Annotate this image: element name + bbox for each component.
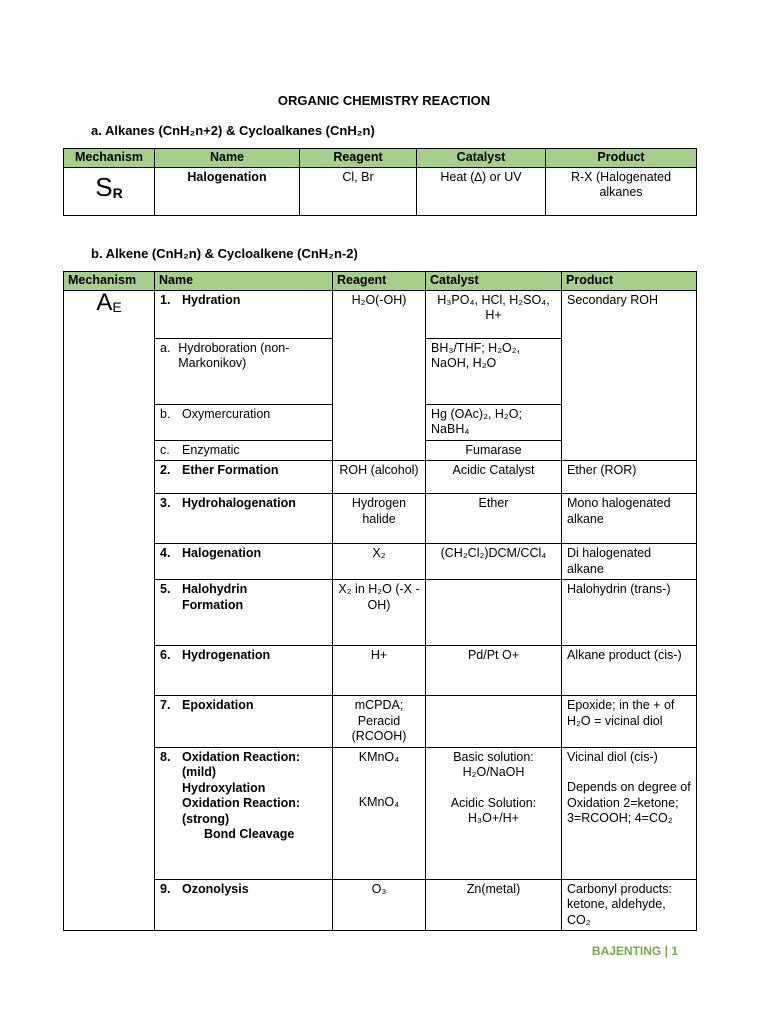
catalyst-cell: Fumarase [426, 440, 562, 461]
catalyst-cell: Zn(metal) [426, 879, 562, 931]
table-row [64, 580, 697, 646]
col-header-mechanism: Mechanism [64, 149, 155, 168]
table-row [64, 167, 697, 215]
catalyst-cell: Pd/Pt O+ [426, 646, 562, 696]
reagent-cell: Cl, Br [300, 167, 417, 215]
col-header-mechanism: Mechanism [64, 272, 155, 291]
reagent-strong: KMnO₄ [358, 795, 400, 809]
col-header-catalyst: Catalyst [426, 272, 562, 291]
table-header-row [64, 272, 697, 291]
table-row [64, 461, 697, 494]
reagent-cell: H₂O(-OH) [333, 290, 426, 461]
name-cell: 6. Hydrogenation [155, 646, 333, 696]
hydroxylation-label: Hydroxylation [182, 780, 266, 795]
product-cell [562, 747, 697, 879]
reagent-cell: X₂ in H₂O (-X -OH) [333, 580, 426, 646]
name-cell: 7. Epoxidation [155, 696, 333, 748]
section-b-heading: b. Alkene (CnH₂n) & Cycloalkene (CnH₂n-2) [91, 246, 358, 261]
product-cell: Di halogenated alkane [562, 544, 697, 580]
reagent-cell: ROH (alcohol) [333, 461, 426, 494]
name-cell: 5. Halohydrin Formation [155, 580, 333, 646]
name-cell: 1. Hydration [155, 290, 333, 338]
table-row [64, 544, 697, 580]
col-header-catalyst: Catalyst [417, 149, 546, 168]
col-header-reagent: Reagent [300, 149, 417, 168]
reagent-cell [333, 747, 426, 879]
table-row [64, 290, 697, 338]
oxidation-mild-label: Oxidation Reaction: (mild) [182, 749, 301, 779]
col-header-product: Product [546, 149, 697, 168]
reagent-cell: O₃ [333, 879, 426, 931]
name-cell: Halogenation [155, 167, 300, 215]
product-strong: Depends on degree of Oxidation 2=ketone; 3=RCOOH; 4=CO₂ [567, 780, 691, 825]
product-mild: Vicinal diol (cis-) [567, 749, 658, 764]
name-cell: 8. Oxidation Reaction: (mild) Hydroxylation Oxidation Reaction: (strong) Bond Cleavage [155, 747, 333, 879]
table-row [64, 696, 697, 748]
name-cell: b. Oxymercuration [155, 404, 333, 440]
bond-cleavage-label: Bond Cleavage [204, 827, 295, 841]
mechanism-subscript: E [112, 298, 122, 315]
name-cell: 9. Ozonolysis [155, 879, 333, 931]
catalyst-cell: Heat (∆) or UV [417, 167, 546, 215]
table-row [64, 646, 697, 696]
reagent-cell: H+ [333, 646, 426, 696]
name-cell: 4. Halogenation [155, 544, 333, 580]
catalyst-cell: Acidic Catalyst [426, 461, 562, 494]
col-header-name: Name [155, 149, 300, 168]
name-cell: 2. Ether Formation [155, 461, 333, 494]
table-header-row [64, 149, 697, 168]
mechanism-symbol: A [96, 288, 113, 316]
product-cell: Carbonyl products: ketone, aldehyde, CO₂ [562, 879, 697, 931]
product-cell: Secondary ROH [562, 290, 697, 461]
catalyst-cell [426, 747, 562, 879]
alkenes-table [63, 271, 697, 931]
product-cell: Halohydrin (trans-) [562, 580, 697, 646]
catalyst-cell [426, 580, 562, 646]
catalyst-cell: Hg (OAc)₂, H₂O; NaBH₄ [426, 404, 562, 440]
page-title: ORGANIC CHEMISTRY REACTION [277, 93, 491, 108]
product-cell: R-X (Halogenated alkanes [546, 167, 697, 215]
catalyst-cell: Ether [426, 494, 562, 544]
mechanism-subscript: R [112, 185, 123, 202]
reagent-mild: KMnO₄ [358, 749, 400, 764]
reagent-cell: X₂ [333, 544, 426, 580]
catalyst-cell [426, 696, 562, 748]
catalyst-strong: Acidic Solution: H₃O+/H+ [450, 795, 537, 825]
mechanism-symbol: S [95, 172, 113, 203]
catalyst-cell: H₃PO₄, HCl, H₂SO₄, H+ [426, 290, 562, 338]
product-cell: Alkane product (cis-) [562, 646, 697, 696]
catalyst-cell: (CH₂Cl₂)DCM/CCl₄ [426, 544, 562, 580]
name-cell: 3. Hydrohalogenation [155, 494, 333, 544]
product-cell: Mono halogenated alkane [562, 494, 697, 544]
catalyst-mild: Basic solution: H₂O/NaOH [453, 749, 534, 779]
table-row [64, 747, 697, 879]
reagent-cell: Hydrogen halide [333, 494, 426, 544]
table-row [64, 494, 697, 544]
mechanism-cell [64, 290, 155, 931]
col-header-product: Product [562, 272, 697, 291]
mechanism-cell [64, 167, 155, 215]
footer-author: BAJENTING [591, 944, 662, 958]
page-footer [592, 944, 678, 958]
footer-separator: | [664, 944, 668, 958]
reagent-cell: mCPDA; Peracid (RCOOH) [333, 696, 426, 748]
page-number: 1 [671, 944, 678, 958]
table-row [64, 879, 697, 931]
oxidation-strong-label: Oxidation Reaction: (strong) [182, 796, 301, 826]
name-cell: c. Enzymatic [155, 440, 333, 461]
section-a-heading: a. Alkanes (CnH₂n+2) & Cycloalkanes (CnH₂n) [91, 123, 375, 138]
col-header-name: Name [155, 272, 333, 291]
col-header-reagent: Reagent [333, 272, 426, 291]
name-cell: a. Hydroboration (non-Markonikov) [155, 338, 333, 404]
product-cell: Epoxide; in the + of H₂O = vicinal diol [562, 696, 697, 748]
catalyst-cell: BH₃/THF; H₂O₂, NaOH, H₂O [426, 338, 562, 404]
product-cell: Ether (ROR) [562, 461, 697, 494]
alkanes-table [63, 148, 697, 216]
